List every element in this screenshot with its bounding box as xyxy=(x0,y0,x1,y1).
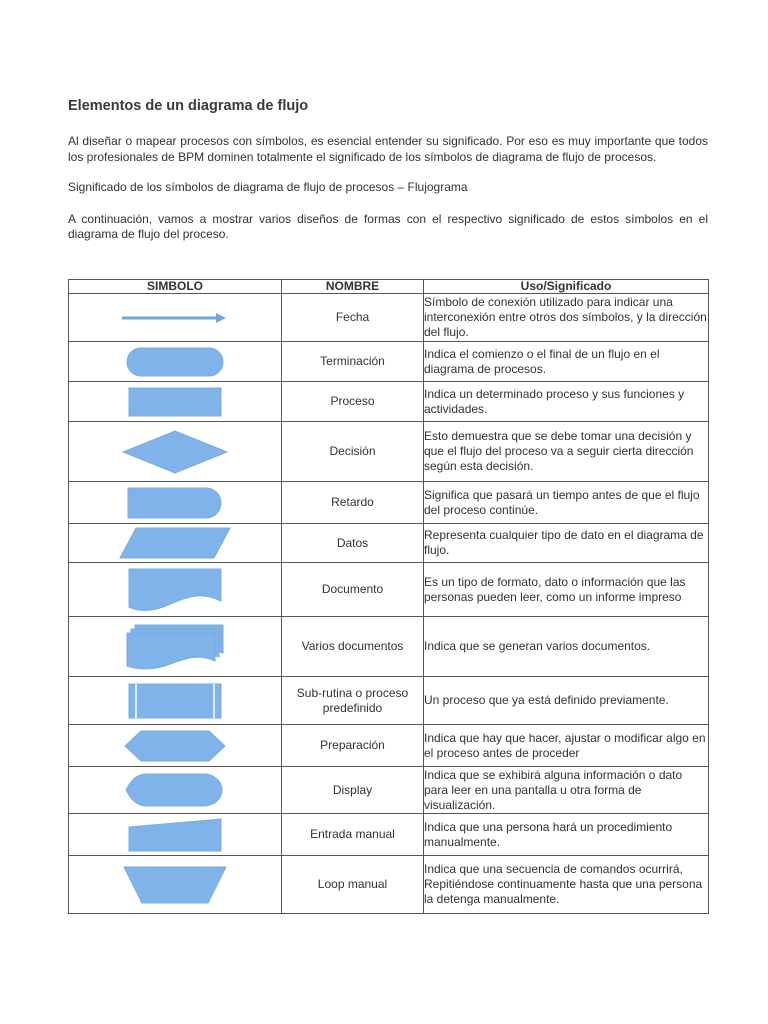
symbol-use: Es un tipo de formato, dato o información que las personas pueden leer, como un informe impreso xyxy=(424,563,709,617)
page-title: Elementos de un diagrama de flujo xyxy=(68,98,309,114)
symbol-use: Indica un determinado proceso y sus funciones y actividades. xyxy=(424,382,709,422)
symbol-cell xyxy=(69,767,282,814)
symbol-name: Documento xyxy=(282,563,424,617)
symbols-table xyxy=(68,279,709,914)
symbol-name: Varios documentos xyxy=(282,617,424,677)
table-row xyxy=(69,814,709,856)
symbol-cell xyxy=(69,856,282,914)
symbol-use: Indica el comienzo o el final de un flujo en el diagrama de procesos. xyxy=(424,342,709,382)
multi-document-icon xyxy=(125,623,225,671)
symbol-cell xyxy=(69,294,282,342)
header-symbol: SIMBOLO xyxy=(69,280,282,294)
table-row xyxy=(69,294,709,342)
symbol-use: Indica que se generan varios documentos. xyxy=(424,617,709,677)
table-row xyxy=(69,482,709,524)
data-icon xyxy=(118,526,232,560)
symbol-name: Fecha xyxy=(282,294,424,342)
predefined-process-icon xyxy=(127,682,223,720)
table-row xyxy=(69,767,709,814)
symbol-cell xyxy=(69,617,282,677)
terminator-icon xyxy=(125,346,225,378)
table-row xyxy=(69,382,709,422)
table-row xyxy=(69,524,709,563)
table-row xyxy=(69,563,709,617)
symbol-use: Indica que una persona hará un procedimiento manualmente. xyxy=(424,814,709,856)
delay-icon xyxy=(126,486,224,520)
symbol-name: Retardo xyxy=(282,482,424,524)
symbol-use: Indica que se exhibirá alguna información o dato para leer en una pantalla u otra forma de visualización. xyxy=(424,767,709,814)
symbol-use: Indica que hay que hacer, ajustar o modificar algo en el proceso antes de proceder xyxy=(424,725,709,767)
symbol-name: Display xyxy=(282,767,424,814)
header-use: Uso/Significado xyxy=(424,280,709,294)
symbol-cell xyxy=(69,563,282,617)
symbol-use: Indica que una secuencia de comandos ocurrirá, Repitiéndose continuamente hasta que una persona la detenga manualmente. xyxy=(424,856,709,914)
symbol-name: Loop manual xyxy=(282,856,424,914)
symbol-cell xyxy=(69,814,282,856)
manual-loop-icon xyxy=(122,865,228,905)
symbol-use: Un proceso que ya está definido previamente. xyxy=(424,677,709,725)
symbol-cell xyxy=(69,382,282,422)
symbol-name: Entrada manual xyxy=(282,814,424,856)
process-icon xyxy=(127,386,223,418)
table-row xyxy=(69,677,709,725)
preparation-icon xyxy=(123,729,227,763)
symbol-cell xyxy=(69,524,282,563)
symbol-use: Símbolo de conexión utilizado para indicar una interconexión entre otros dos símbolos, y la dirección del flujo. xyxy=(424,294,709,342)
display-icon xyxy=(124,772,226,808)
symbol-use: Significa que pasará un tiempo antes de que el flujo del proceso continúe. xyxy=(424,482,709,524)
symbol-cell xyxy=(69,482,282,524)
table-row xyxy=(69,422,709,482)
symbol-name: Terminación xyxy=(282,342,424,382)
lead-paragraph: A continuación, vamos a mostrar varios diseños de formas con el respectivo significado de estos símbolos en el diagrama de flujo del proceso. xyxy=(68,211,708,241)
symbol-name: Datos xyxy=(282,524,424,563)
subtitle-paragraph: Significado de los símbolos de diagrama de flujo de procesos – Flujograma xyxy=(68,180,468,194)
symbol-cell xyxy=(69,342,282,382)
arrow-icon xyxy=(120,311,230,325)
symbol-name: Sub-rutina o proceso predefinido xyxy=(282,677,424,725)
header-name: NOMBRE xyxy=(282,280,424,294)
manual-input-icon xyxy=(127,817,223,853)
symbol-cell xyxy=(69,725,282,767)
symbol-name: Proceso xyxy=(282,382,424,422)
table-row xyxy=(69,617,709,677)
decision-icon xyxy=(121,429,229,475)
document-body xyxy=(68,96,708,243)
symbol-cell xyxy=(69,677,282,725)
document-icon xyxy=(127,567,223,613)
symbol-name: Preparación xyxy=(282,725,424,767)
symbol-use: Esto demuestra que se debe tomar una decisión y que el flujo del proceso va a seguir cierta dirección según esta decisión. xyxy=(424,422,709,482)
table-header-row xyxy=(69,280,709,294)
table-row xyxy=(69,342,709,382)
table-row xyxy=(69,725,709,767)
symbol-use: Representa cualquier tipo de dato en el diagrama de flujo. xyxy=(424,524,709,563)
table-row xyxy=(69,856,709,914)
symbol-cell xyxy=(69,422,282,482)
symbol-name: Decisión xyxy=(282,422,424,482)
intro-paragraph: Al diseñar o mapear procesos con símbolos, es esencial entender su significado. Por eso es muy importante que todos los profesionales de BPM dominen totalmente el significado de los símbolos de diagrama de flujo de procesos. xyxy=(68,134,708,164)
